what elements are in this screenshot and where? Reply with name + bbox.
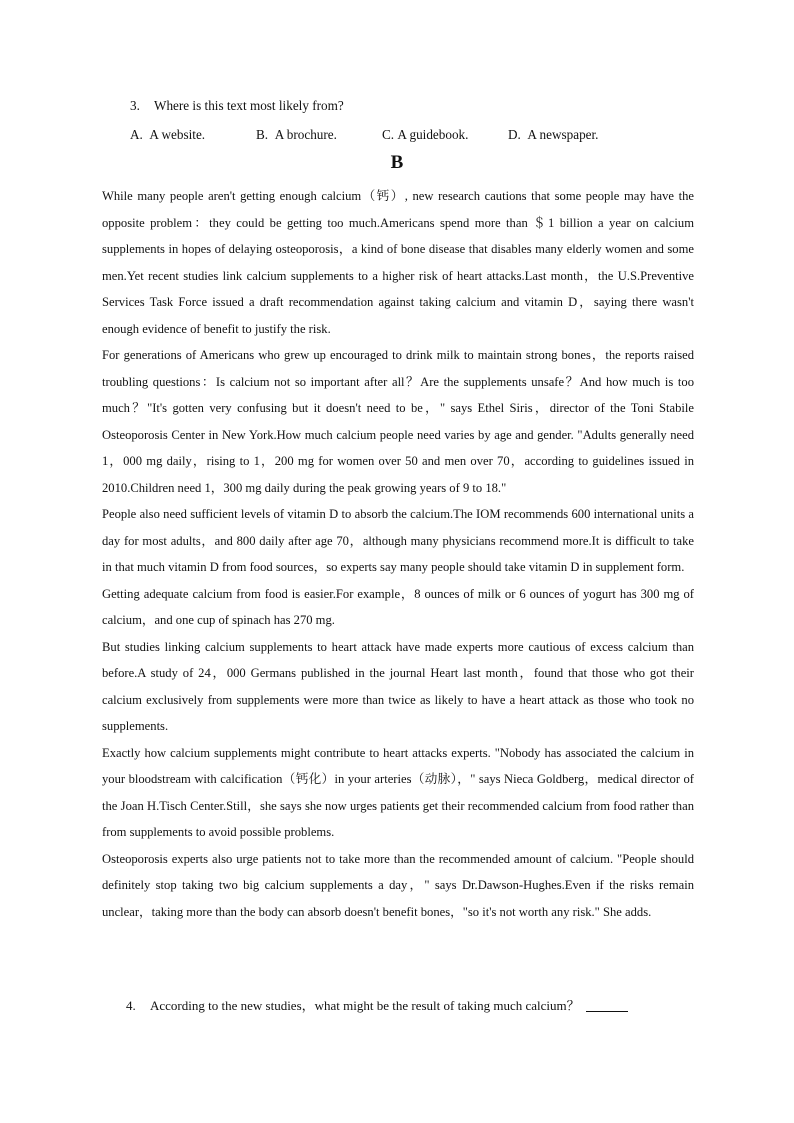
- option-b-label: B.: [256, 127, 269, 142]
- option-d-text: A newspaper.: [527, 127, 599, 142]
- passage-paragraph: People also need sufficient levels of vitamin D to absorb the calcium.The IOM recommends 600 international units a day for most adults，and 800 daily after age 70，although many physicians recommend more.It is difficult to take in that much vitamin D from food sources，so experts say many people should take vitamin D in supplement form.: [102, 507, 694, 574]
- option-a: [130, 125, 205, 145]
- passage-paragraph: Getting adequate calcium from food is easier.For example，8 ounces of milk or 6 ounces of yogurt has 300 mg of calcium，and one cup of spinach has 270 mg.: [102, 586, 694, 627]
- passage-paragraph: For generations of Americans who grew up encouraged to drink milk to maintain strong bones，the reports raised troubling questions：Is calcium not so important after all？Are the supplements unsafe？And how much is too much？"It's gotten very confusing but it doesn't need to be，" says Ethel Siris，director of the Toni Stabile Osteoporosis Center in New York.How much calcium people need varies by age and gender. "Adults generally need 1，000 mg daily，rising to 1，200 mg for women over 50 and men over 70，according to guidelines issued in 2010.Children need 1，300 mg daily during the peak growing years of 9 to 18.": [102, 348, 694, 495]
- option-c-label: C.: [382, 127, 395, 142]
- passage-paragraph: Exactly how calcium supplements might contribute to heart attacks experts. "Nobody has associated the calcium in your bloodstream with calcification（钙化）in your arteries（动脉），" says Nieca Goldberg，medical director of the Joan H.Tisch Center.Still，she says she now urges patients get their recommended calcium from food rather than from supplements to avoid possible problems.: [102, 745, 694, 839]
- question-4: [126, 996, 628, 1016]
- passage-paragraph: But studies linking calcium supplements to heart attack have made experts more cautious of excess calcium than before.A study of 24，000 Germans published in the journal Heart last month，found that those who got their calcium exclusively from supplements were more than twice as likely to have a heart attack as those who took no supplements.: [102, 639, 694, 733]
- answer-blank[interactable]: [586, 997, 628, 1012]
- question-3: [130, 96, 344, 116]
- passage-paragraph: While many people aren't getting enough calcium（钙）, new research cautions that some people may have the opposite problem：they could be getting too much.Americans spend more than ＄1 billion a year on calcium supplements in hopes of delaying osteoporosis，a kind of bone disease that disables many elderly women and some men.Yet recent studies link calcium supplements to a higher risk of heart attacks.Last month，the U.S.Preventive Services Task Force issued a draft recommendation against taking calcium and vitamin D，saying there wasn't enough evidence of benefit to justify the risk.: [102, 189, 694, 336]
- question-3-text: Where is this text most likely from?: [154, 98, 344, 113]
- question-4-number: 4.: [126, 998, 136, 1013]
- question-4-text: According to the new studies，what might be the result of taking much calcium？: [150, 998, 580, 1013]
- passage-paragraph: Osteoporosis experts also urge patients not to take more than the recommended amount of calcium. "People should definitely stop taking two big calcium supplements a day，" says Dr.Dawson-Hughes.Even if the risks remain unclear，taking more than the body can absorb doesn't benefit bones，"so it's not worth any risk." She adds.: [102, 851, 694, 919]
- option-b-text: A brochure.: [274, 127, 337, 142]
- section-heading: B: [390, 152, 404, 173]
- question-3-number: 3.: [130, 98, 140, 113]
- option-a-label: A.: [130, 127, 143, 142]
- option-a-text: A website.: [149, 127, 206, 142]
- reading-passage: [102, 183, 694, 925]
- option-b: [256, 125, 337, 145]
- option-c-text: A guidebook.: [397, 127, 469, 142]
- option-d-label: D.: [508, 127, 521, 142]
- option-c: [382, 125, 468, 145]
- option-d: [508, 125, 598, 145]
